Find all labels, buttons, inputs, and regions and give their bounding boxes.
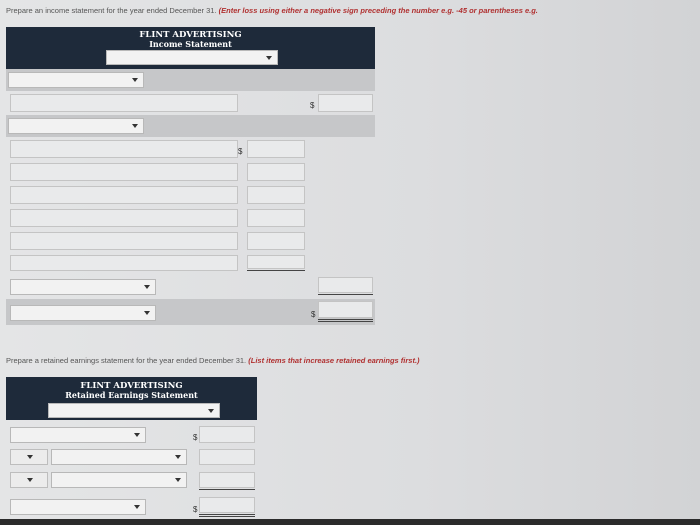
beginning-retained-select[interactable] — [10, 427, 146, 443]
retained-date-select[interactable] — [48, 403, 220, 418]
net-income-double-underline — [318, 319, 373, 322]
add-less-select-2[interactable] — [10, 472, 48, 488]
net-income-dollar-sign: $ — [311, 310, 316, 319]
screen-bottom-edge — [0, 519, 700, 525]
expense-account-field-3[interactable] — [10, 186, 238, 204]
expense-account-field-5[interactable] — [10, 232, 238, 250]
retained-instruction-text: Prepare a retained earnings statement for the year ended December 31. — [6, 356, 249, 365]
income-statement-title: Income Statement — [149, 39, 232, 49]
expense-amount-field-4[interactable] — [247, 209, 305, 227]
expense-underline — [247, 270, 305, 271]
dropdown-caret-icon — [132, 78, 138, 82]
net-income-amount-field[interactable] — [318, 301, 373, 318]
dropdown-caret-icon — [27, 478, 33, 482]
dropdown-caret-icon — [27, 455, 33, 459]
retained-item-amount-field-2[interactable] — [199, 472, 255, 488]
retained-instruction — [6, 356, 420, 365]
retained-item-select-2[interactable] — [51, 472, 187, 488]
income-instruction-text: Prepare an income statement for the year ended December 31. — [6, 6, 219, 15]
retained-statement-title: Retained Earnings Statement — [65, 390, 198, 400]
expense-account-field-2[interactable] — [10, 163, 238, 181]
dropdown-caret-icon — [266, 56, 272, 60]
ending-retained-double-underline — [199, 514, 255, 517]
expense-amount-field-1[interactable] — [247, 140, 305, 158]
retained-company-name: FLINT ADVERTISING — [80, 381, 183, 391]
dropdown-caret-icon — [144, 311, 150, 315]
expense-amount-field-2[interactable] — [247, 163, 305, 181]
expense-amount-field-5[interactable] — [247, 232, 305, 250]
income-date-select[interactable] — [106, 50, 278, 65]
total-expenses-amount-field[interactable] — [318, 277, 373, 293]
income-instruction — [6, 6, 538, 15]
dropdown-caret-icon — [132, 124, 138, 128]
beginning-retained-amount-field[interactable] — [199, 426, 255, 443]
dropdown-caret-icon — [208, 409, 214, 413]
expense-amount-field-6[interactable] — [247, 255, 305, 269]
revenue-amount-field[interactable] — [318, 94, 373, 112]
dropdown-caret-icon — [134, 433, 140, 437]
dropdown-caret-icon — [144, 285, 150, 289]
add-less-select-1[interactable] — [10, 449, 48, 465]
income-revenues-select[interactable] — [8, 72, 144, 88]
income-expenses-select[interactable] — [8, 118, 144, 134]
retained-statement-header — [6, 377, 257, 420]
total-expenses-underline — [318, 294, 373, 295]
expense-account-field-4[interactable] — [10, 209, 238, 227]
dropdown-caret-icon — [134, 505, 140, 509]
income-instruction-note: (Enter loss using either a negative sign preceding the number e.g. -45 or parentheses e.g. — [218, 6, 538, 15]
revenue-account-field[interactable] — [10, 94, 238, 112]
net-income-select[interactable] — [10, 305, 156, 321]
income-statement-header — [6, 27, 375, 69]
expense-amount-field-3[interactable] — [247, 186, 305, 204]
expense-dollar-sign: $ — [238, 147, 243, 156]
income-company-name: FLINT ADVERTISING — [139, 30, 242, 40]
retained-item-underline — [199, 489, 255, 490]
retained-dollar-sign: $ — [193, 433, 198, 442]
expense-account-field-6[interactable] — [10, 255, 238, 271]
revenue-dollar-sign: $ — [310, 101, 315, 110]
ending-retained-amount-field[interactable] — [199, 497, 255, 513]
retained-item-amount-field-1[interactable] — [199, 449, 255, 465]
ending-retained-select[interactable] — [10, 499, 146, 515]
retained-instruction-note: (List items that increase retained earnings first.) — [248, 356, 420, 365]
dropdown-caret-icon — [175, 478, 181, 482]
retained-item-select-1[interactable] — [51, 449, 187, 465]
expense-account-field-1[interactable] — [10, 140, 238, 158]
total-expenses-select[interactable] — [10, 279, 156, 295]
ending-retained-dollar-sign: $ — [193, 505, 198, 514]
dropdown-caret-icon — [175, 455, 181, 459]
